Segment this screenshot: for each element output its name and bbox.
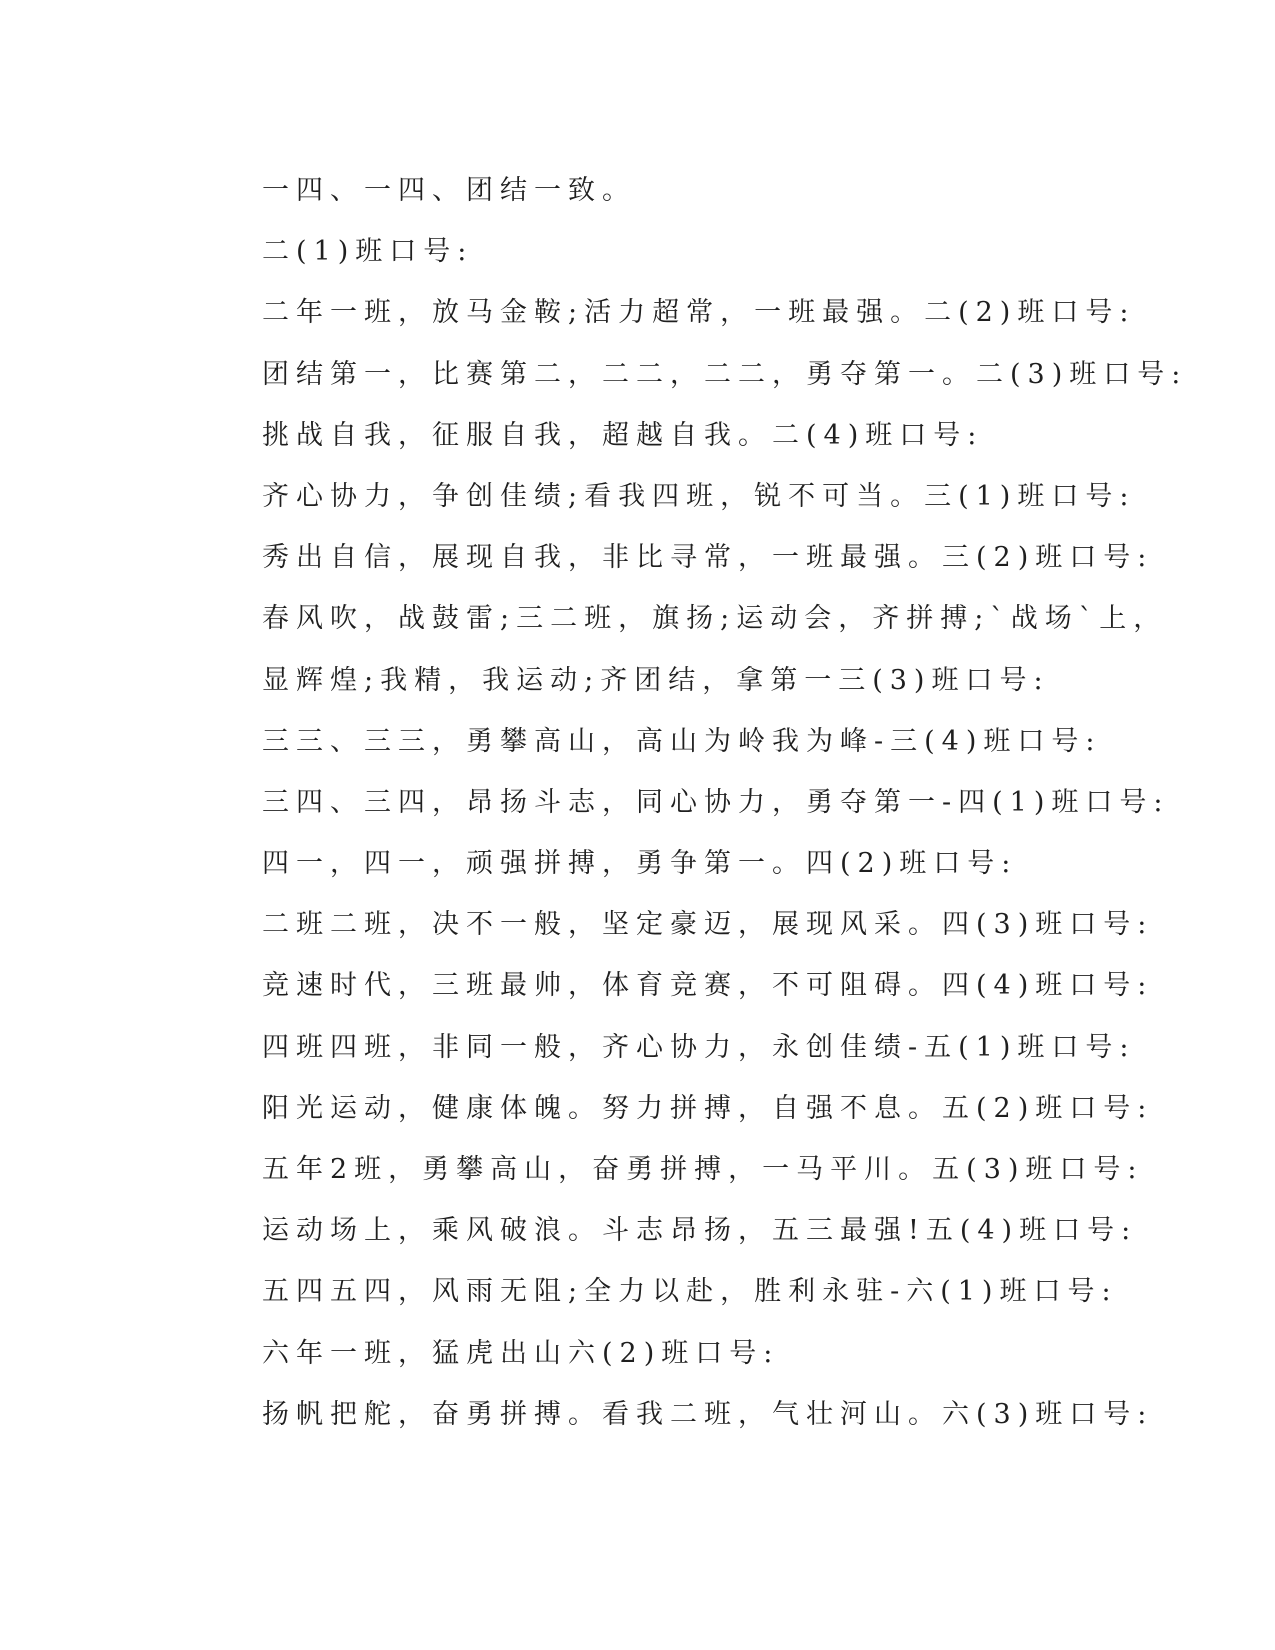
text-line: 齐心协力，争创佳绩;看我四班，锐不可当。三(1)班口号: — [262, 480, 1136, 512]
text-line: 扬帆把舵，奋勇拼搏。看我二班，气壮河山。六(3)班口号: — [262, 1398, 1154, 1430]
text-line: 挑战自我，征服自我，超越自我。二(4)班口号: — [262, 419, 984, 451]
text-line: 竞速时代，三班最帅，体育竞赛，不可阻碍。四(4)班口号: — [262, 970, 1154, 1002]
text-line: 五年2班，勇攀高山，奋勇拼搏，一马平川。五(3)班口号: — [262, 1154, 1144, 1185]
text-line: 四一，四一，顽强拼搏，勇争第一。四(2)班口号: — [262, 848, 1018, 880]
text-line: 阳光运动，健康体魄。努力拼搏，自强不息。五(2)班口号: — [262, 1092, 1154, 1124]
text-line: 团结第一，比赛第二，二二，二二，勇夺第一。二(3)班口号: — [262, 358, 1188, 390]
text-line: 二(1)班口号: — [262, 236, 474, 268]
text-line: 五四五四，风雨无阻;全力以赴，胜利永驻-六(1)班口号: — [262, 1276, 1118, 1308]
text-line: 四班四班，非同一般，齐心协力，永创佳绩-五(1)班口号: — [262, 1031, 1136, 1063]
text-line: 三三、三三，勇攀高山，高山为岭我为峰-三(4)班口号: — [262, 725, 1102, 757]
text-line: 二班二班，决不一般，坚定豪迈，展现风采。四(3)班口号: — [262, 909, 1154, 941]
text-line: 一四、一四、团结一致。 — [262, 175, 636, 206]
text-line: 三四、三四，昂扬斗志，同心协力，勇夺第一-四(1)班口号: — [262, 786, 1170, 818]
text-line: 秀出自信，展现自我，非比寻常，一班最强。三(2)班口号: — [262, 542, 1154, 574]
text-line: 春风吹，战鼓雷;三二班，旗扬;运动会，齐拼搏;`战场`上， — [262, 603, 1168, 635]
text-line: 显辉煌;我精，我运动;齐团结，拿第一三(3)班口号: — [262, 664, 1050, 696]
text-line: 二年一班，放马金鞍;活力超常，一班最强。二(2)班口号: — [262, 297, 1136, 329]
text-line: 运动场上，乘风破浪。斗志昂扬，五三最强!五(4)班口号: — [262, 1215, 1138, 1247]
slogan-text-body — [262, 160, 1188, 1445]
text-line: 六年一班，猛虎出山六(2)班口号: — [262, 1337, 780, 1369]
